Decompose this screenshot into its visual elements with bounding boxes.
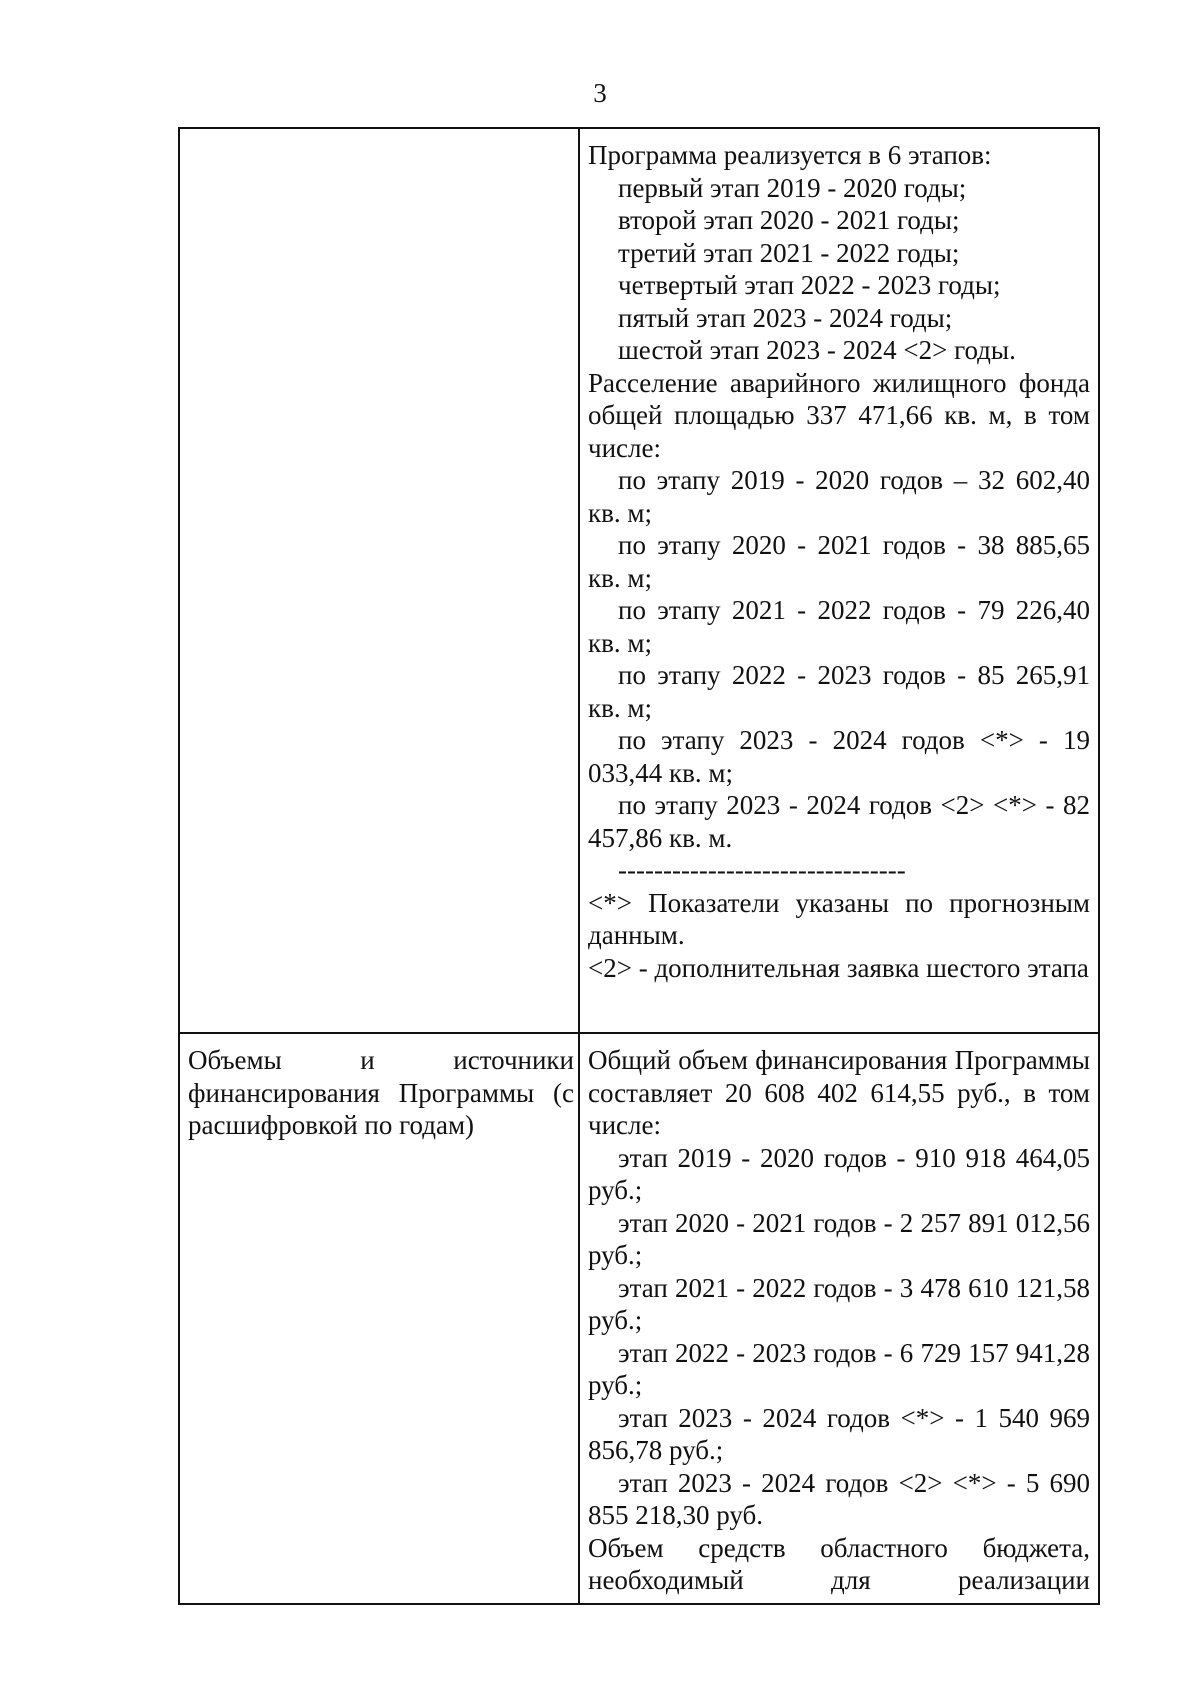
- stage-item: третий этап 2021 - 2022 годы;: [618, 237, 960, 268]
- row-divider: [180, 1032, 1098, 1034]
- stage-item: первый этап 2019 - 2020 годы;: [618, 172, 967, 203]
- resettlement-intro: Расселение аварийного жилищного фонда общей площадью 337 471,66 кв. м, в том числе:: [588, 367, 1090, 463]
- stage-item: шестой этап 2023 - 2024 <2> годы.: [618, 335, 1016, 365]
- regional-budget-text: Объем средств областного бюджета, необходимый для реализации: [588, 1532, 1090, 1595]
- financing-cell: [588, 1044, 1090, 1597]
- stage-item: второй этап 2020 - 2021 годы;: [618, 205, 960, 235]
- stages-cell: [588, 139, 1090, 984]
- resettlement-item: по этапу 2022 - 2023 годов - 85 265,91 кв. м;: [588, 660, 1090, 723]
- resettlement-item: по этапу 2019 - 2020 годов – 32 602,40 кв. м;: [588, 465, 1090, 528]
- financing-item: этап 2019 - 2020 годов - 910 918 464,05 руб.;: [588, 1142, 1090, 1205]
- stages-list: [588, 172, 1090, 367]
- financing-item: этап 2020 - 2021 годов - 2 257 891 012,56 руб.;: [588, 1207, 1090, 1270]
- financing-item: этап 2022 - 2023 годов - 6 729 157 941,28 руб.;: [588, 1337, 1090, 1400]
- stage-item: пятый этап 2023 - 2024 годы;: [618, 302, 953, 333]
- resettlement-item: по этапу 2020 - 2021 годов - 38 885,65 кв. м;: [588, 530, 1090, 593]
- passport-table: [178, 127, 1100, 1605]
- financing-label: Объемы и источники финансирования Программы (с расшифровкой по годам): [188, 1045, 574, 1140]
- financing-item: этап 2023 - 2024 годов <2> <*> - 5 690 855 218,30 руб.: [588, 1467, 1090, 1530]
- page-number: 3: [593, 78, 607, 108]
- financing-item: этап 2023 - 2024 годов <*> - 1 540 969 856,78 руб.;: [588, 1402, 1090, 1465]
- footnote-additional: <2> - дополнительная заявка шестого этапа: [588, 952, 1089, 983]
- financing-item: этап 2021 - 2022 годов - 3 478 610 121,58 руб.;: [588, 1272, 1090, 1335]
- column-divider: [578, 129, 580, 1603]
- stage-item: четвертый этап 2022 - 2023 годы;: [618, 270, 1001, 300]
- resettlement-item: по этапу 2023 - 2024 годов <2> <*> - 82 457,86 кв. м.: [588, 790, 1090, 853]
- financing-label-cell: [188, 1044, 574, 1142]
- stages-intro: Программа реализуется в 6 этапов:: [588, 140, 992, 170]
- financing-total: Общий объем финансирования Программы составляет 20 608 402 614,55 руб., в том числе:: [588, 1045, 1090, 1140]
- footnote-separator: --------------------------------: [618, 855, 906, 885]
- footnote-forecast: <*> Показатели указаны по прогнозным данным.: [588, 887, 1090, 950]
- resettlement-item: по этапу 2023 - 2024 годов <*> - 19 033,44 кв. м;: [588, 725, 1090, 788]
- resettlement-item: по этапу 2021 - 2022 годов - 79 226,40 кв. м;: [588, 595, 1090, 658]
